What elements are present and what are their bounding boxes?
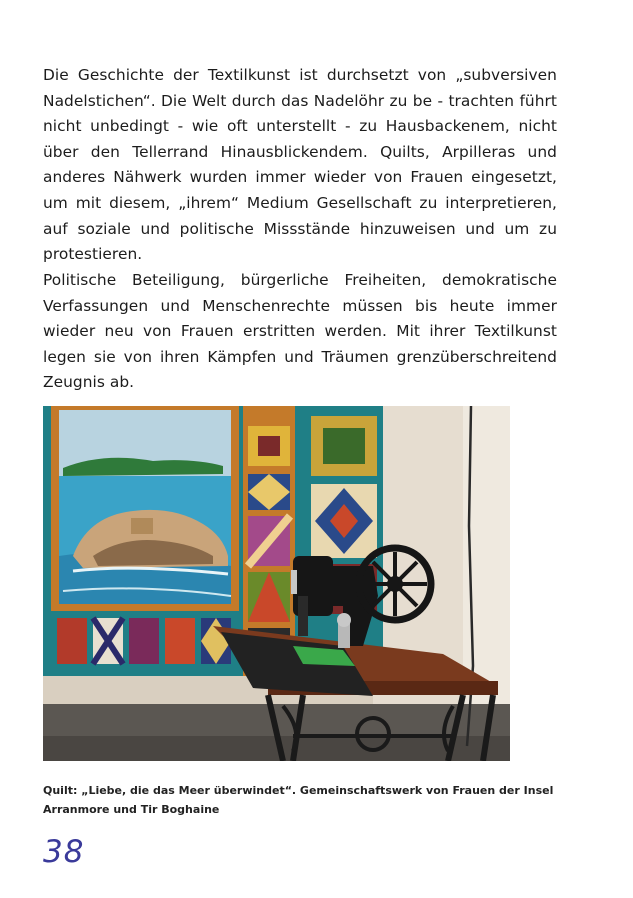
quilt-sewing-machine-photo <box>43 406 510 761</box>
photo-caption: Quilt: „Liebe, die das Meer überwindet“. Gemeinschaftswerk von Frauen der Insel Arranmore und Tir Boghaine <box>43 784 554 816</box>
body-paragraph-1: Die Geschichte der Textilkunst ist durchsetzt von „subversiven Nadelstichen“. Die Welt durch das Nadelöhr zu be - trachten führt nicht unbedingt - wie oft unterstellt - zu Hausbackenem, nicht über den Tellerrand Hinausblickendem. Quilts, Arpilleras und anderes Nähwerk wurden immer wieder von Frauen eingesetzt, um mit diesem, „ihrem“ Medium Gesellschaft zu interpretieren, auf soziale und politische Missstände hinzuweisen und um zu protestieren. <box>43 66 557 264</box>
page-number: 38 <box>43 834 85 870</box>
body-paragraph-2: Politische Beteiligung, bürgerliche Freiheiten, demokratische Verfassungen und Menschenrechte müssen bis heute immer wieder neu von Frauen erstritten werden. Mit ihrer Textilkunst legen sie von ihren Kämpfen und Träumen grenzüberschreitend Zeugnis ab. <box>43 271 557 392</box>
